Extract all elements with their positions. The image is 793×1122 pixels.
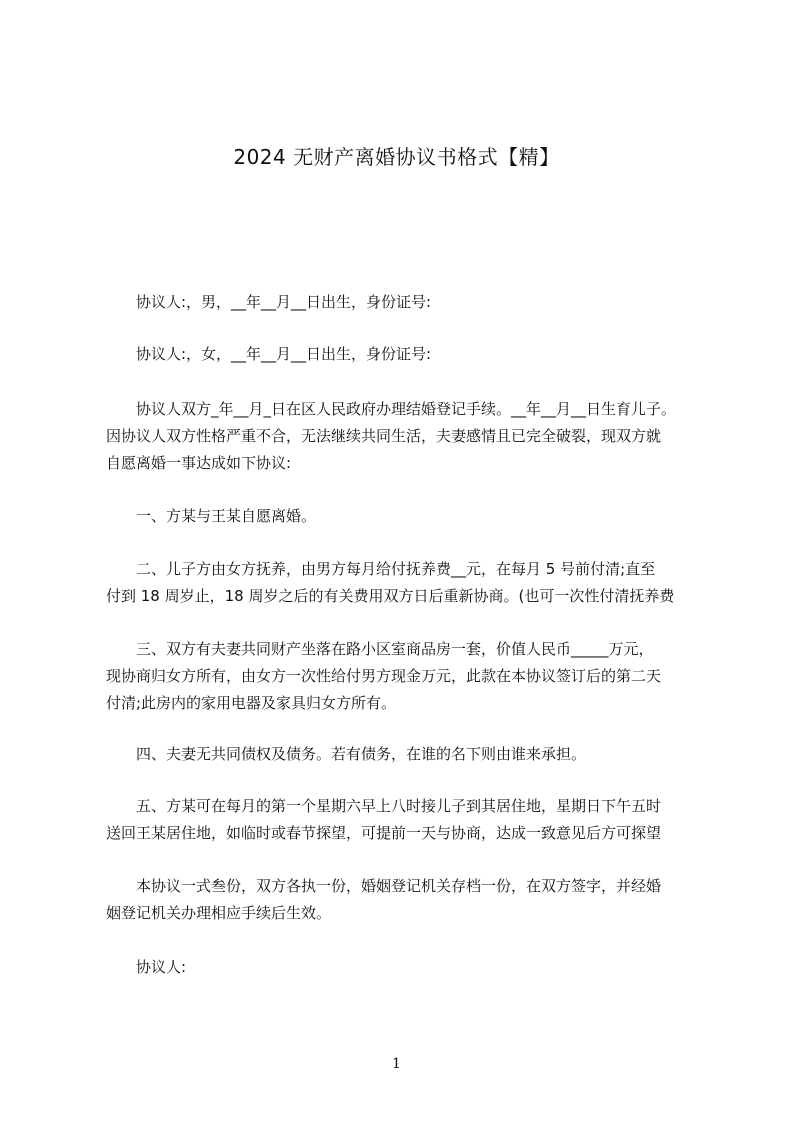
paragraph-line: 二、儿子方由女方抚养，由男方每月给付抚养费__元，在每月 5 号前付清;直至 — [136, 560, 656, 578]
paragraph-clause-5 — [106, 793, 716, 847]
paragraph-line: 一、方某与王某自愿离婚。 — [136, 507, 317, 525]
paragraph-line: 姻登记机关办理相应手续后生效。 — [106, 904, 332, 922]
paragraph-line: 四、夫妻无共同债权及债务。若有债务，在谁的名下则由谁来承担。 — [136, 745, 587, 763]
paragraph-line: 协议人双方_年__月_日在区人民政府办理结婚登记手续。__年__月__日生育儿子。 — [136, 400, 677, 418]
paragraph-line: 五、方某可在每月的第一个星期六早上八时接儿子到其居住地，星期日下午五时 — [136, 797, 662, 815]
paragraph-party-female — [106, 341, 716, 368]
paragraph-clause-2 — [106, 556, 716, 610]
paragraph-clause-3 — [106, 636, 716, 717]
paragraph-line: 付到 18 周岁止，18 周岁之后的有关费用双方日后重新协商。(也可一次性付清抚养费 — [106, 587, 675, 605]
paragraph-line: 付清;此房内的家用电器及家具归女方所有。 — [106, 694, 397, 712]
paragraph-validity — [106, 873, 716, 927]
page-number: 1 — [392, 1056, 401, 1072]
paragraph-line: 协议人: — [136, 958, 187, 976]
paragraph-clause-4 — [106, 741, 716, 768]
paragraph-line: 三、双方有夫妻共同财产坐落在路小区室商品房一套，价值人民币_____万元， — [136, 640, 654, 658]
paragraph-line: 因协议人双方性格严重不合，无法继续共同生活，夫妻感情且已完全破裂，现双方就 — [106, 427, 662, 445]
paragraph-line: 本协议一式叁份，双方各执一份，婚姻登记机关存档一份，在双方签字，并经婚 — [136, 877, 662, 895]
paragraph-line: 自愿离婚一事达成如下协议: — [106, 454, 292, 472]
document-title: 2024 无财产离婚协议书格式【精】 — [233, 145, 560, 169]
paragraph-line: 送回王某居住地，如临时或春节探望，可提前一天与协商，达成一致意见后方可探望 — [106, 824, 662, 842]
paragraph-signature — [106, 954, 716, 981]
paragraph-intro — [106, 396, 716, 477]
paragraph-party-male — [106, 289, 716, 316]
paragraph-line: 协议人:，女，__年__月__日出生，身份证号: — [136, 345, 432, 363]
paragraph-clause-1 — [106, 503, 716, 530]
paragraph-line: 协议人:，男，__年__月__日出生，身份证号: — [136, 293, 432, 311]
paragraph-line: 现协商归女方所有，由女方一次性给付男方现金万元，此款在本协议签订后的第二天 — [106, 667, 662, 685]
